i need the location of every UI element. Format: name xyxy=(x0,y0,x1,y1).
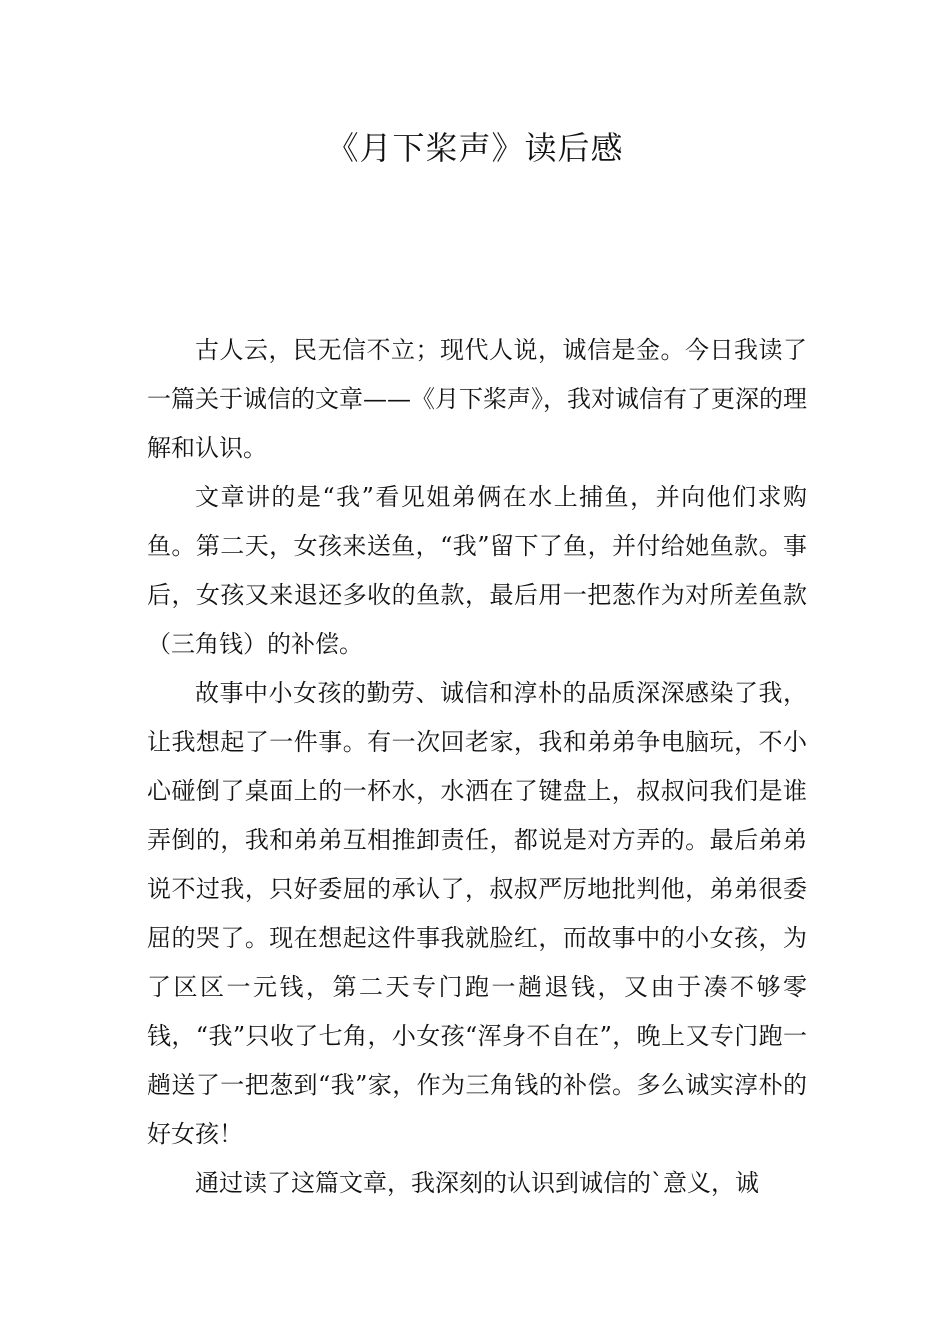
paragraph-4: 通过读了这篇文章，我深刻的认识到诚信的`意义，诚 xyxy=(195,1169,759,1197)
document-body xyxy=(147,326,807,1208)
paragraph-2: 文章讲的是“我”看见姐弟俩在水上捕鱼，并向他们求购鱼。第二天，女孩来送鱼，“我”留下了鱼，并付给她鱼款。事后，女孩又来退还多收的鱼款，最后用一把葱作为对所差鱼款（三角钱）的补偿。 xyxy=(147,483,807,658)
paragraph-3: 故事中小女孩的勤劳、诚信和淳朴的品质深深感染了我，让我想起了一件事。有一次回老家，我和弟弟争电脑玩，不小心碰倒了桌面上的一杯水，水洒在了键盘上，叔叔问我们是谁弄倒的，我和弟弟互相推卸责任，都说是对方弄的。最后弟弟说不过我，只好委屈的承认了，叔叔严厉地批判他，弟弟很委屈的哭了。现在想起这件事我就脸红，而故事中的小女孩，为了区区一元钱，第二天专门跑一趟退钱，又由于凑不够零钱，“我”只收了七角，小女孩“浑身不自在”，晚上又专门跑一趟送了一把葱到“我”家，作为三角钱的补偿。多么诚实淳朴的好女孩！ xyxy=(147,679,807,1148)
paragraph-1: 古人云，民无信不立；现代人说，诚信是金。今日我读了一篇关于诚信的文章——《月下桨声》，我对诚信有了更深的理解和认识。 xyxy=(147,336,807,462)
document-title: 《月下桨声》读后感 xyxy=(326,129,624,167)
